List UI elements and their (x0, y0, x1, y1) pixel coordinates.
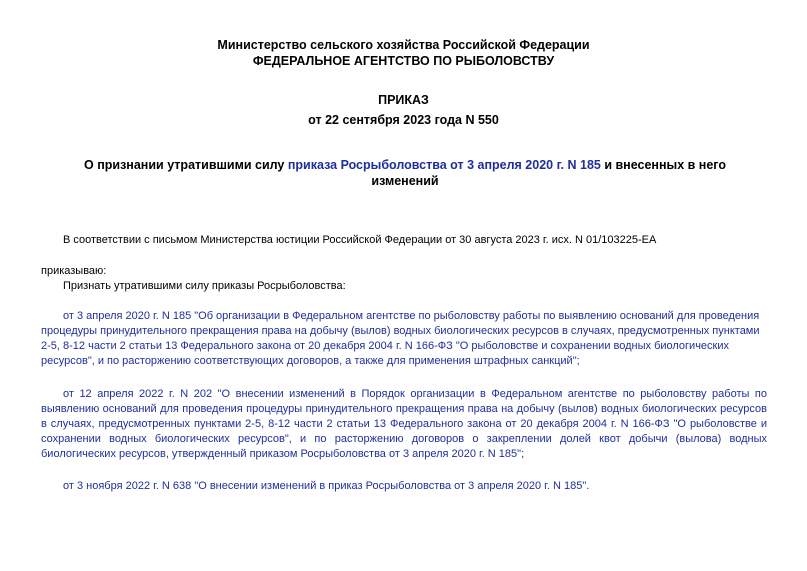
title-suffix: и внесенных в него изменений (371, 158, 726, 188)
title-link[interactable]: приказа Росрыболовства от 3 апреля 2020 г. N 185 (287, 158, 601, 172)
ministry-name: Министерство сельского хозяйства Российской Федерации (217, 38, 590, 52)
agency-name: ФЕДЕРАЛЬНОЕ АГЕНТСТВО ПО РЫБОЛОВСТВУ (252, 54, 555, 68)
document-type: ПРИКАЗ (378, 93, 429, 107)
repealed-order-item-3[interactable]: от 3 ноября 2022 г. N 638 "О внесении изменений в приказ Росрыболовства от 3 апреля 2020 г. N 185". (63, 480, 590, 492)
document-date-number: от 22 сентября 2023 года N 550 (308, 113, 499, 127)
order-word: приказываю: (41, 265, 107, 277)
document-title (60, 157, 750, 189)
intro-paragraph: Признать утратившими силу приказы Росрыболовства: (63, 280, 346, 292)
repealed-order-item-2[interactable]: от 12 апреля 2022 г. N 202 "О внесении изменений в Порядок организации в Федеральном агентстве по рыболовству работы по выявлению оснований для проведения процедуры принудительного прекращения права на добычу (вылов) водных биологических ресурсов в случаях, предусмотренных пунктами 2-5, 8-12 части 2 статьи 13 Федерального закона от 20 декабря 2004 г. N 166-ФЗ "О рыболовстве и сохранении водных биологических ресурсов", и по расторжению договоров о закреплении долей квот добычи (вылова) водных биологических ресурсов, утвержденный приказом Росрыболовства от 3 апреля 2020 г. N 185"; (41, 388, 767, 460)
title-prefix: О признании утратившими силу (84, 158, 288, 172)
basis-paragraph: В соответствии с письмом Министерства юстиции Российской Федерации от 30 августа 2023 г. исх. N 01/103225-ЕА (63, 234, 657, 246)
repealed-order-item-1[interactable]: от 3 апреля 2020 г. N 185 "Об организации в Федеральном агентстве по рыболовству работы по выявлению оснований для проведения процедуры принудительного прекращения права на добычу (вылов) водных биологических ресурсов в случаях, предусмотренных пунктами 2-5, 8-12 части 2 статьи 13 Федерального закона от 20 декабря 2004 г. N 166-ФЗ "О рыболовстве и сохранении водных биологических ресурсов", и по расторжению соответствующих договоров, а также для применения штрафных санкций"; (41, 310, 760, 367)
